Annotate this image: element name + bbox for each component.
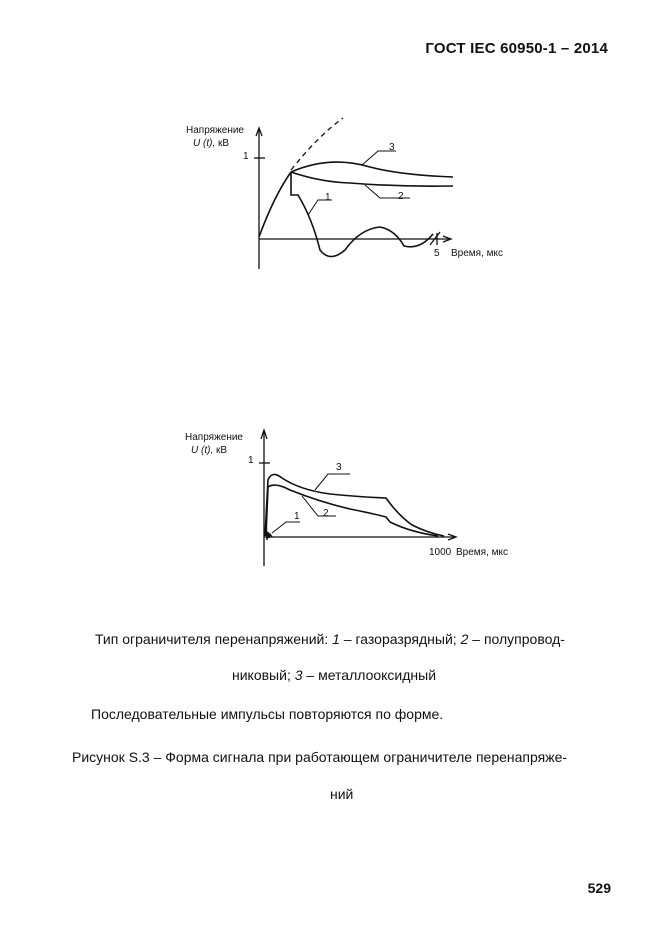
bottom-curve-3 [265,474,444,536]
bottom-ytick: 1 [248,455,254,466]
bottom-curve-label-1: 1 [294,511,300,522]
top-ytick: 1 [243,151,249,162]
legend-line-2: никовый; 3 – металлооксидный [232,667,437,683]
top-curve-label-3: 3 [389,142,395,153]
bottom-curve-label-3: 3 [336,462,342,473]
bottom-ylabel-var: U (t), кВ [191,445,228,456]
standard-header: ГОСТ IEC 60950-1 – 2014 [425,40,608,57]
page-number: 529 [587,880,611,896]
bottom-leader-3 [315,474,350,490]
bottom-ylabel: Напряжение [185,432,243,443]
top-ylabel: Напряжение [186,125,244,136]
figure-title-line-2: ний [330,786,354,802]
note-text: Последовательные импульсы повторяются по форме. [91,706,444,722]
top-xtick: 5 [434,248,440,259]
top-ylabel-var: U (t), кВ [193,138,230,149]
bottom-xlabel: Время, мкс [456,547,509,558]
figure-title-line-1: Рисунок S.3 – Форма сигнала при работающем ограничителе перенапряже- [72,749,568,765]
bottom-leader-2 [302,496,336,516]
top-curve-label-2: 2 [398,191,404,202]
bottom-leader-1 [272,522,300,533]
bottom-curve-2 [266,485,438,536]
top-xlabel: Время, мкс [451,248,504,259]
top-curve-label-1: 1 [325,192,331,203]
legend-line-1: Тип ограничителя перенапряжений: 1 – газоразрядный; 2 – полупровод- [95,631,565,647]
bottom-curve-label-2: 2 [323,508,329,519]
bottom-xtick: 1000 [429,547,452,558]
